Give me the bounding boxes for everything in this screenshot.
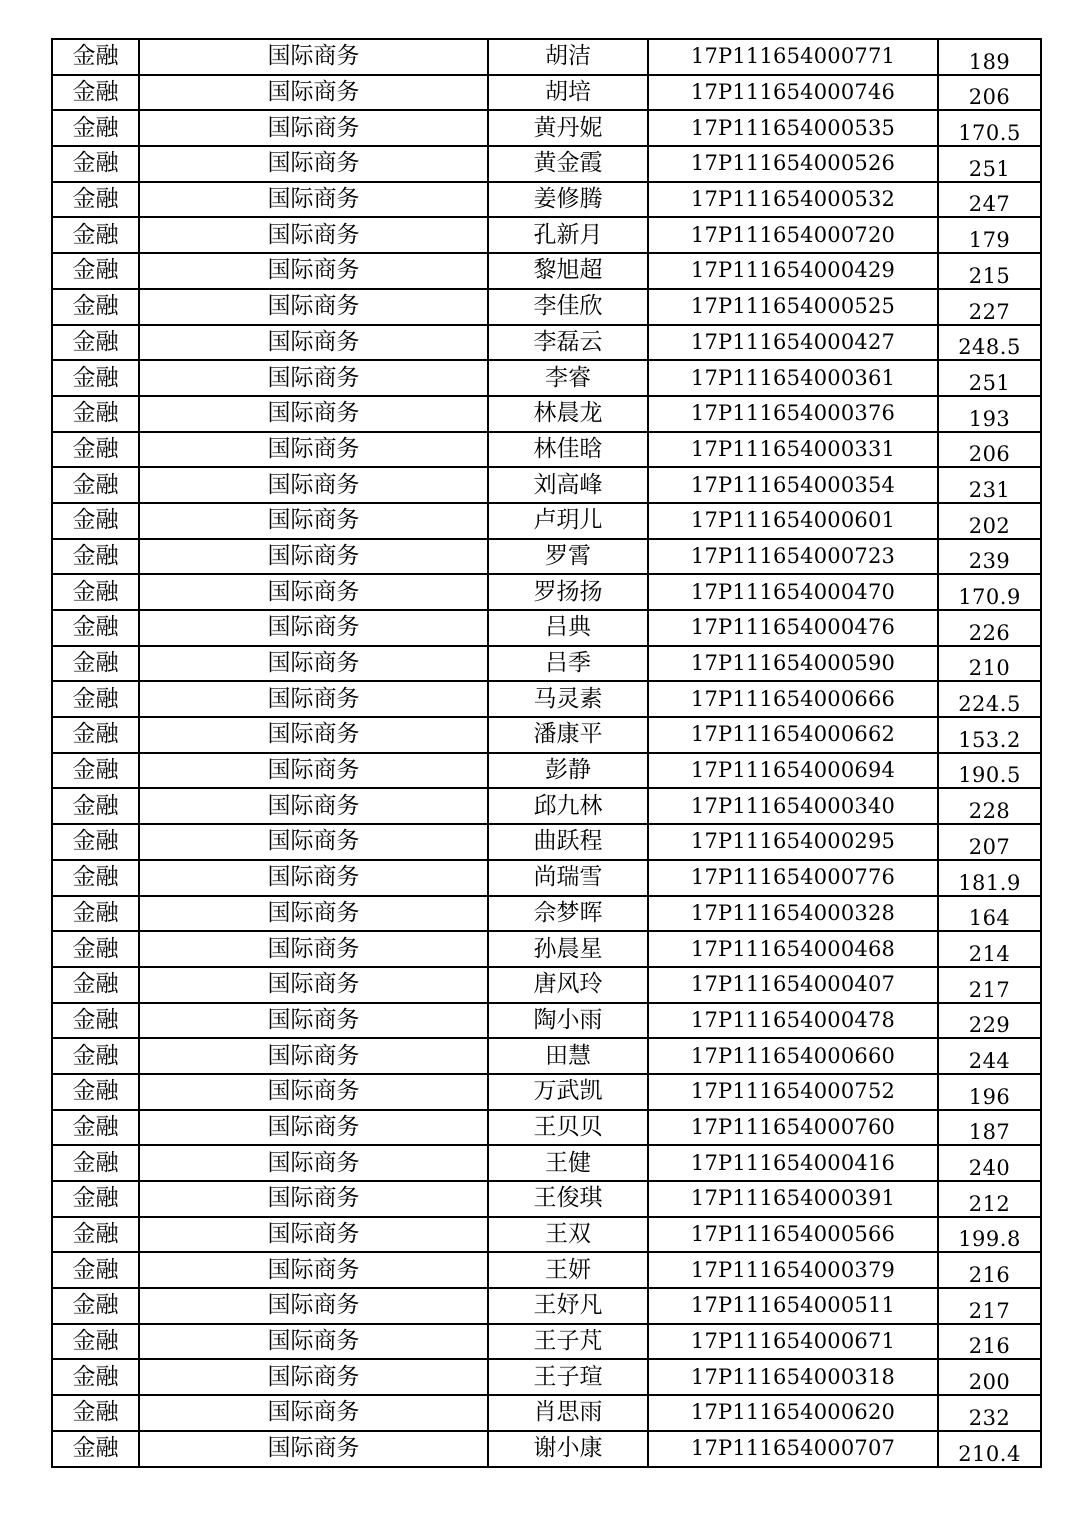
- score-cell: 153.2: [938, 717, 1041, 753]
- department-cell: 金融: [52, 1181, 139, 1217]
- department-cell: 金融: [52, 467, 139, 503]
- table-row: [52, 217, 1041, 253]
- score-cell: 210: [938, 646, 1041, 682]
- department-cell: 金融: [52, 1110, 139, 1146]
- department-cell: 金融: [52, 146, 139, 182]
- score-cell: 251: [938, 360, 1041, 396]
- score-cell: 164: [938, 896, 1041, 932]
- major-cell: 国际商务: [139, 1395, 488, 1431]
- score-cell: 216: [938, 1252, 1041, 1288]
- student-name-cell: 王妤凡: [488, 1288, 648, 1324]
- student-name-cell: 吕季: [488, 646, 648, 682]
- major-cell: 国际商务: [139, 396, 488, 432]
- score-cell: 206: [938, 75, 1041, 111]
- student-name-cell: 马灵素: [488, 681, 648, 717]
- major-cell: 国际商务: [139, 432, 488, 468]
- score-cell: 187: [938, 1110, 1041, 1146]
- table-row: [52, 788, 1041, 824]
- major-cell: 国际商务: [139, 1145, 488, 1181]
- student-name-cell: 万武凯: [488, 1074, 648, 1110]
- major-cell: 国际商务: [139, 717, 488, 753]
- table-body: [52, 39, 1041, 1467]
- table-row: [52, 75, 1041, 111]
- student-name-cell: 陶小雨: [488, 1003, 648, 1039]
- exam-id-cell: 17P111654000720: [648, 217, 938, 253]
- table-row: [52, 1003, 1041, 1039]
- student-name-cell: 孔新月: [488, 217, 648, 253]
- score-cell: 229: [938, 1003, 1041, 1039]
- department-cell: 金融: [52, 182, 139, 218]
- score-cell: 179: [938, 217, 1041, 253]
- exam-id-cell: 17P111654000427: [648, 325, 938, 361]
- student-name-cell: 姜修腾: [488, 182, 648, 218]
- exam-id-cell: 17P111654000746: [648, 75, 938, 111]
- table-row: [52, 717, 1041, 753]
- department-cell: 金融: [52, 1288, 139, 1324]
- major-cell: 国际商务: [139, 289, 488, 325]
- student-name-cell: 罗霄: [488, 539, 648, 575]
- exam-id-cell: 17P111654000620: [648, 1395, 938, 1431]
- major-cell: 国际商务: [139, 1181, 488, 1217]
- department-cell: 金融: [52, 1324, 139, 1360]
- exam-id-cell: 17P111654000361: [648, 360, 938, 396]
- exam-id-cell: 17P111654000340: [648, 788, 938, 824]
- exam-id-cell: 17P111654000776: [648, 860, 938, 896]
- exam-id-cell: 17P111654000429: [648, 253, 938, 289]
- exam-id-cell: 17P111654000662: [648, 717, 938, 753]
- score-cell: 248.5: [938, 325, 1041, 361]
- table-row: [52, 860, 1041, 896]
- department-cell: 金融: [52, 681, 139, 717]
- student-name-cell: 林晨龙: [488, 396, 648, 432]
- major-cell: 国际商务: [139, 1431, 488, 1467]
- table-row: [52, 182, 1041, 218]
- major-cell: 国际商务: [139, 1288, 488, 1324]
- score-cell: 232: [938, 1395, 1041, 1431]
- exam-id-cell: 17P111654000470: [648, 574, 938, 610]
- table-row: [52, 146, 1041, 182]
- exam-id-cell: 17P111654000601: [648, 503, 938, 539]
- student-name-cell: 潘康平: [488, 717, 648, 753]
- exam-id-cell: 17P111654000525: [648, 289, 938, 325]
- student-name-cell: 黄丹妮: [488, 110, 648, 146]
- major-cell: 国际商务: [139, 753, 488, 789]
- table-row: [52, 1288, 1041, 1324]
- department-cell: 金融: [52, 1252, 139, 1288]
- score-cell: 210.4: [938, 1431, 1041, 1467]
- department-cell: 金融: [52, 896, 139, 932]
- table-row: [52, 753, 1041, 789]
- exam-id-cell: 17P111654000707: [648, 1431, 938, 1467]
- department-cell: 金融: [52, 1145, 139, 1181]
- table-row: [52, 967, 1041, 1003]
- score-cell: 247: [938, 182, 1041, 218]
- major-cell: 国际商务: [139, 253, 488, 289]
- score-cell: 181.9: [938, 860, 1041, 896]
- exam-id-cell: 17P111654000752: [648, 1074, 938, 1110]
- exam-id-cell: 17P111654000331: [648, 432, 938, 468]
- student-name-cell: 王健: [488, 1145, 648, 1181]
- major-cell: 国际商务: [139, 217, 488, 253]
- table-row: [52, 574, 1041, 610]
- table-row: [52, 253, 1041, 289]
- department-cell: 金融: [52, 1359, 139, 1395]
- major-cell: 国际商务: [139, 896, 488, 932]
- score-cell: 244: [938, 1038, 1041, 1074]
- table-row: [52, 610, 1041, 646]
- score-cell: 193: [938, 396, 1041, 432]
- student-name-cell: 胡洁: [488, 39, 648, 75]
- exam-id-cell: 17P111654000416: [648, 1145, 938, 1181]
- exam-id-cell: 17P111654000660: [648, 1038, 938, 1074]
- major-cell: 国际商务: [139, 1003, 488, 1039]
- score-cell: 170.9: [938, 574, 1041, 610]
- score-cell: 206: [938, 432, 1041, 468]
- table-row: [52, 1038, 1041, 1074]
- table-row: [52, 360, 1041, 396]
- exam-id-cell: 17P111654000760: [648, 1110, 938, 1146]
- score-cell: 202: [938, 503, 1041, 539]
- student-name-cell: 邱九林: [488, 788, 648, 824]
- major-cell: 国际商务: [139, 110, 488, 146]
- student-name-cell: 李睿: [488, 360, 648, 396]
- student-name-cell: 李佳欣: [488, 289, 648, 325]
- department-cell: 金融: [52, 1003, 139, 1039]
- score-cell: 239: [938, 539, 1041, 575]
- major-cell: 国际商务: [139, 1217, 488, 1253]
- department-cell: 金融: [52, 39, 139, 75]
- exam-id-cell: 17P111654000407: [648, 967, 938, 1003]
- department-cell: 金融: [52, 539, 139, 575]
- student-name-cell: 罗扬扬: [488, 574, 648, 610]
- major-cell: 国际商务: [139, 539, 488, 575]
- table-row: [52, 1395, 1041, 1431]
- table-row: [52, 646, 1041, 682]
- major-cell: 国际商务: [139, 360, 488, 396]
- student-name-cell: 王子芃: [488, 1324, 648, 1360]
- major-cell: 国际商务: [139, 860, 488, 896]
- table-row: [52, 681, 1041, 717]
- exam-id-cell: 17P111654000511: [648, 1288, 938, 1324]
- table-row: [52, 1181, 1041, 1217]
- department-cell: 金融: [52, 967, 139, 1003]
- department-cell: 金融: [52, 610, 139, 646]
- score-cell: 189: [938, 39, 1041, 75]
- table-row: [52, 289, 1041, 325]
- department-cell: 金融: [52, 432, 139, 468]
- score-cell: 231: [938, 467, 1041, 503]
- table-row: [52, 39, 1041, 75]
- table-row: [52, 1324, 1041, 1360]
- exam-id-cell: 17P111654000532: [648, 182, 938, 218]
- department-cell: 金融: [52, 396, 139, 432]
- exam-id-cell: 17P111654000526: [648, 146, 938, 182]
- table-row: [52, 1359, 1041, 1395]
- exam-id-cell: 17P111654000376: [648, 396, 938, 432]
- major-cell: 国际商务: [139, 1359, 488, 1395]
- major-cell: 国际商务: [139, 75, 488, 111]
- department-cell: 金融: [52, 1074, 139, 1110]
- score-table: [51, 38, 1042, 1468]
- table-row: [52, 896, 1041, 932]
- major-cell: 国际商务: [139, 1074, 488, 1110]
- table-row: [52, 1110, 1041, 1146]
- student-name-cell: 王贝贝: [488, 1110, 648, 1146]
- major-cell: 国际商务: [139, 610, 488, 646]
- department-cell: 金融: [52, 824, 139, 860]
- department-cell: 金融: [52, 360, 139, 396]
- score-cell: 217: [938, 967, 1041, 1003]
- exam-id-cell: 17P111654000328: [648, 896, 938, 932]
- department-cell: 金融: [52, 503, 139, 539]
- student-name-cell: 王双: [488, 1217, 648, 1253]
- score-cell: 240: [938, 1145, 1041, 1181]
- major-cell: 国际商务: [139, 967, 488, 1003]
- exam-id-cell: 17P111654000671: [648, 1324, 938, 1360]
- department-cell: 金融: [52, 1038, 139, 1074]
- student-name-cell: 王妍: [488, 1252, 648, 1288]
- department-cell: 金融: [52, 788, 139, 824]
- major-cell: 国际商务: [139, 931, 488, 967]
- department-cell: 金融: [52, 75, 139, 111]
- department-cell: 金融: [52, 1395, 139, 1431]
- student-name-cell: 彭静: [488, 753, 648, 789]
- student-name-cell: 谢小康: [488, 1431, 648, 1467]
- student-name-cell: 曲跃程: [488, 824, 648, 860]
- department-cell: 金融: [52, 289, 139, 325]
- table-row: [52, 467, 1041, 503]
- exam-id-cell: 17P111654000771: [648, 39, 938, 75]
- student-name-cell: 吕典: [488, 610, 648, 646]
- score-cell: 216: [938, 1324, 1041, 1360]
- major-cell: 国际商务: [139, 182, 488, 218]
- score-cell: 227: [938, 289, 1041, 325]
- table-row: [52, 539, 1041, 575]
- student-name-cell: 黎旭超: [488, 253, 648, 289]
- major-cell: 国际商务: [139, 1038, 488, 1074]
- table-row: [52, 824, 1041, 860]
- exam-id-cell: 17P111654000468: [648, 931, 938, 967]
- major-cell: 国际商务: [139, 146, 488, 182]
- table-row: [52, 396, 1041, 432]
- score-cell: 207: [938, 824, 1041, 860]
- department-cell: 金融: [52, 574, 139, 610]
- department-cell: 金融: [52, 1431, 139, 1467]
- table-row: [52, 1074, 1041, 1110]
- student-name-cell: 孙晨星: [488, 931, 648, 967]
- exam-id-cell: 17P111654000476: [648, 610, 938, 646]
- table-row: [52, 432, 1041, 468]
- exam-id-cell: 17P111654000354: [648, 467, 938, 503]
- exam-id-cell: 17P111654000590: [648, 646, 938, 682]
- exam-id-cell: 17P111654000694: [648, 753, 938, 789]
- student-name-cell: 尚瑞雪: [488, 860, 648, 896]
- table-row: [52, 1252, 1041, 1288]
- exam-id-cell: 17P111654000535: [648, 110, 938, 146]
- table-row: [52, 325, 1041, 361]
- department-cell: 金融: [52, 1217, 139, 1253]
- exam-id-cell: 17P111654000478: [648, 1003, 938, 1039]
- student-name-cell: 林佳晗: [488, 432, 648, 468]
- exam-id-cell: 17P111654000379: [648, 1252, 938, 1288]
- student-name-cell: 黄金霞: [488, 146, 648, 182]
- department-cell: 金融: [52, 753, 139, 789]
- exam-id-cell: 17P111654000666: [648, 681, 938, 717]
- student-name-cell: 王子瑄: [488, 1359, 648, 1395]
- score-cell: 215: [938, 253, 1041, 289]
- score-cell: 190.5: [938, 753, 1041, 789]
- major-cell: 国际商务: [139, 1110, 488, 1146]
- major-cell: 国际商务: [139, 325, 488, 361]
- major-cell: 国际商务: [139, 574, 488, 610]
- table-row: [52, 1431, 1041, 1467]
- table-row: [52, 931, 1041, 967]
- student-name-cell: 刘高峰: [488, 467, 648, 503]
- table-row: [52, 503, 1041, 539]
- student-name-cell: 肖思雨: [488, 1395, 648, 1431]
- department-cell: 金融: [52, 110, 139, 146]
- major-cell: 国际商务: [139, 467, 488, 503]
- score-cell: 212: [938, 1181, 1041, 1217]
- score-cell: 214: [938, 931, 1041, 967]
- score-cell: 199.8: [938, 1217, 1041, 1253]
- exam-id-cell: 17P111654000295: [648, 824, 938, 860]
- score-cell: 170.5: [938, 110, 1041, 146]
- student-name-cell: 卢玥儿: [488, 503, 648, 539]
- exam-id-cell: 17P111654000566: [648, 1217, 938, 1253]
- major-cell: 国际商务: [139, 1324, 488, 1360]
- student-name-cell: 王俊琪: [488, 1181, 648, 1217]
- department-cell: 金融: [52, 931, 139, 967]
- major-cell: 国际商务: [139, 681, 488, 717]
- major-cell: 国际商务: [139, 824, 488, 860]
- student-name-cell: 胡培: [488, 75, 648, 111]
- table-row: [52, 110, 1041, 146]
- major-cell: 国际商务: [139, 788, 488, 824]
- table-row: [52, 1217, 1041, 1253]
- department-cell: 金融: [52, 860, 139, 896]
- student-name-cell: 唐风玲: [488, 967, 648, 1003]
- score-cell: 196: [938, 1074, 1041, 1110]
- department-cell: 金融: [52, 717, 139, 753]
- student-name-cell: 田慧: [488, 1038, 648, 1074]
- score-cell: 200: [938, 1359, 1041, 1395]
- department-cell: 金融: [52, 325, 139, 361]
- score-cell: 226: [938, 610, 1041, 646]
- student-name-cell: 佘梦晖: [488, 896, 648, 932]
- exam-id-cell: 17P111654000723: [648, 539, 938, 575]
- score-cell: 217: [938, 1288, 1041, 1324]
- major-cell: 国际商务: [139, 646, 488, 682]
- department-cell: 金融: [52, 253, 139, 289]
- table-row: [52, 1145, 1041, 1181]
- exam-id-cell: 17P111654000391: [648, 1181, 938, 1217]
- major-cell: 国际商务: [139, 39, 488, 75]
- score-cell: 224.5: [938, 681, 1041, 717]
- department-cell: 金融: [52, 646, 139, 682]
- exam-id-cell: 17P111654000318: [648, 1359, 938, 1395]
- major-cell: 国际商务: [139, 1252, 488, 1288]
- student-name-cell: 李磊云: [488, 325, 648, 361]
- major-cell: 国际商务: [139, 503, 488, 539]
- department-cell: 金融: [52, 217, 139, 253]
- score-cell: 251: [938, 146, 1041, 182]
- score-cell: 228: [938, 788, 1041, 824]
